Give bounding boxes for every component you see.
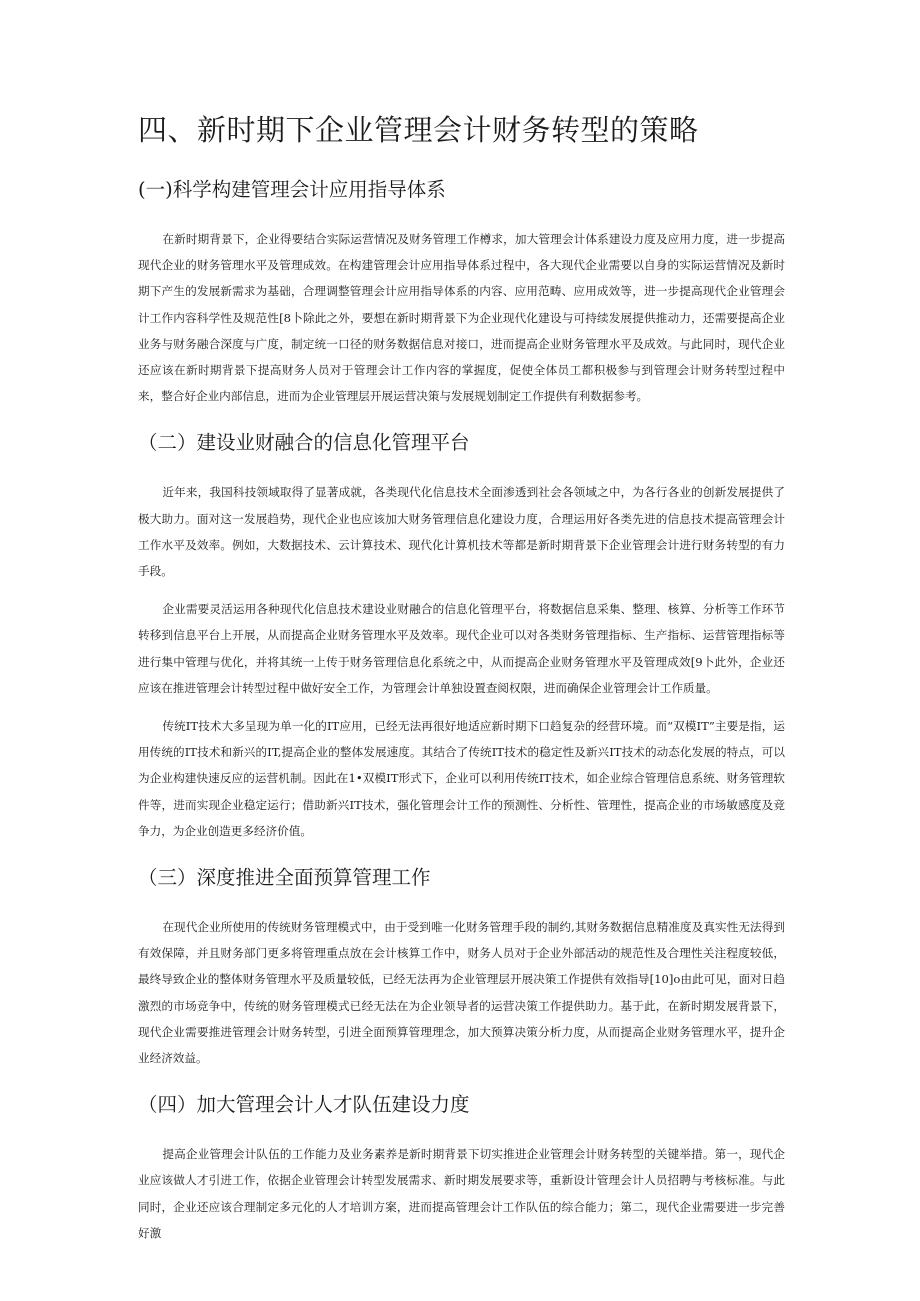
- section-4: [138, 1091, 785, 1246]
- section-3: [138, 864, 785, 1071]
- section-heading: （四）加大管理会计人才队伍建设力度: [138, 1093, 470, 1117]
- section-2: [138, 429, 785, 844]
- section-heading: (一)科学构建管理会计应用指导体系: [138, 178, 446, 201]
- paragraph: 企业需要灵活运用各种现代化信息技术建设业财融合的信息化管理平台，将数据信息采集、整理、核算、分析等工作环节转移到信息平台上开展，从而提高企业财务管理水平及效率。现代企业可以对各类财务管理指标、生产指标、运营管理指标等进行集中管理与优化，并将其统一上传于财务管理信息化系统之中，从而提高企业财务管理水平及管理成效[9卜此外，企业还应该在推进管理会计转型过程中做好安全工作，为管理会计单独设置查阅权限，进而确保企业管理会计工作质量。: [138, 602, 785, 695]
- section-heading: （二）建设业财融合的信息化管理平台: [138, 431, 470, 455]
- paragraph: 传统IT技术大多呈现为单一化的IT应用，已经无法再很好地适应新时期下口趋复杂的经营环境。而“双模IT”主要是指，运用传统的IT技术和新兴的IT,提高企业的整体发展速度。其结合了传统IT技术的稳定性及新兴IT技术的动态化发展的特点，可以为企业构建快速反应的运营机制。因此在1•双模IT形式下，企业可以利用传统IT技术，如企业综合管理信息系统、财务管理软件等，进而实现企业稳定运行；借助新兴IT技术，强化管理会计工作的预测性、分析性、管理性，提高企业的市场敏感度及竞争力，为企业创造更多经济价值。: [138, 719, 785, 838]
- page-title: 四、新时期下企业管理会计财务转型的策略: [138, 113, 699, 147]
- paragraph: 近年来，我国科技领域取得了显著成就，各类现代化信息技术全面渗透到社会各领域之中，为各行各业的创新发展提供了极大助力。面对这一发展趋势，现代企业也应该加大财务管理信息化建设力度，合理运用好各类先进的信息技术提高管理会计工作水平及效率。例如，大数据技术、云计算技术、现代化计算机技术等都是新时期背景下企业管理会计进行财务转型的有力手段。: [138, 485, 785, 579]
- section-1: [138, 176, 785, 409]
- paragraph: 提高企业管理会计队伍的工作能力及业务素养是新时期背景下切实推进企业管理会计财务转型的关键举措。第一，现代企业应该做人才引进工作，依据企业管理会计转型发展需求、新时期发展要求等，重新设计管理会计人员招聘与考核标准。与此同时，企业还应该合理制定多元化的人才培训方案，进而提高管理会计工作队伍的综合能力；第二，现代企业需要进一步完善好激: [138, 1147, 785, 1240]
- paragraph: 在新时期背景下，企业得要结合实际运营情况及财务管理工作樽求，加大管理会计体系建设力度及应用力度，进一步提高现代企业的财务管理水平及管理成效。在构建管理会计应用指导体系过程中，各大现代企业需要以自身的实际运营情况及新时期下产生的发展新需求为基础，合理调整管理会计应用指导体系的内容、应用范畴、应用成效等，进一步提高现代企业管理会计工作内容科学性及规范性[8卜除此之外，要想在新时期背景下为企业现代化建设与可持续发展提供推动力，还需要提高企业业务与财务融合深度与广度，制定统一口径的财务数据信息对接口，进而提高企业财务管理水平及成效。与此同时，现代企业还应该在新时期背景下提高财务人员对于管理会计工作内容的掌握度，促使全体员工都积极参与到管理会计财务转型过程中来，整合好企业内部信息，进而为企业管理层开展运营决策与发展规划制定工作提供有利数据参考。: [138, 232, 785, 404]
- section-heading: （三）深度推进全面预算管理工作: [138, 866, 431, 890]
- paragraph: 在现代企业所使用的传统财务管理模式中，由于受到唯一化财务管理手段的制约,其财务数据信息精准度及真实性无法得到有效保障，并且财务部门更多将管理重点放在会计核算工作中，财务人员对于企业外部活动的规范性及合理性关注程度较低，最终导致企业的整体财务管理水平及质量较低，已经无法再为企业管理层开展决策工作提供有效指导[10]o由此可见，面对日趋激烈的市场竞争中，传统的财务管理模式已经无法在为企业领导者的运营决策工作提供助力。基于此，在新时期发展背景下，现代企业需要推进管理会计财务转型，引进全面预算管理理念，加大预算决策分析力度，从而提高企业财务管理水平，提升企业经济效益。: [138, 920, 785, 1066]
